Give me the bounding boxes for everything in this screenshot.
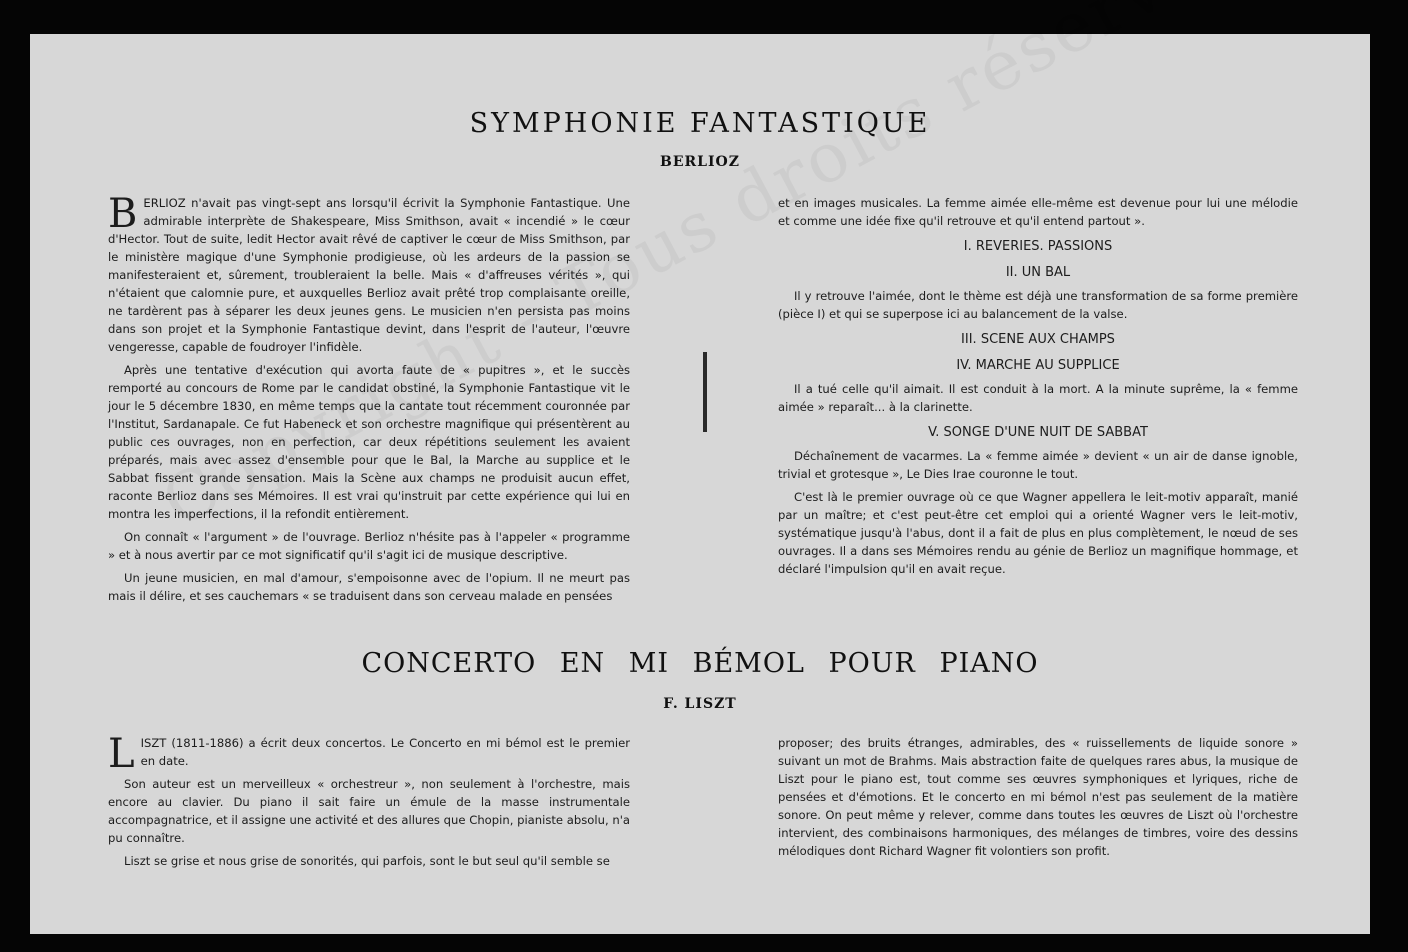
symphonie-paragraph-1 (108, 191, 630, 356)
symphonie-paragraph-4: Un jeune musicien, en mal d'amour, s'empoisonne avec de l'opium. Il ne meurt pas mais il délire, et ses cauchemars « se traduisent dans son cerveau malade en pensées (108, 571, 630, 603)
symphonie-paragraph-3: On connaît « l'argument » de l'ouvrage. Berlioz n'hésite pas à l'appeler « programme » et à nous avertir par ce mot significatif qu'il s'agit ici de musique descriptive. (108, 530, 630, 562)
symphonie-title: SYMPHONIE FANTASTIQUE (469, 108, 931, 139)
movement-heading-1: I. REVERIES. PASSIONS (963, 239, 1113, 254)
movement-heading-2: II. UN BAL (1005, 265, 1071, 280)
concerto-paragraph-3: Liszt se grise et nous grise de sonorités, qui parfois, sont le but seul qu'il semble se (124, 854, 610, 868)
symphonie-right-column (778, 194, 1298, 583)
concerto-right-column (778, 734, 1298, 865)
symphonie-paragraph-5: et en images musicales. La femme aimée elle-même est devenue pour lui une mélodie et comme une idée fixe qu'il retrouve et qu'il entend partout ». (778, 196, 1298, 228)
movement-heading-5: V. SONGE D'UNE NUIT DE SABBAT (928, 425, 1148, 440)
movement-2-text: Il y retrouve l'aimée, dont le thème est déjà une transformation de sa forme première (pièce I) et qui se superpose ici au balancement de la valse. (778, 289, 1298, 321)
concerto-author: F. LISZT (663, 696, 737, 712)
symphonie-left-column (108, 191, 630, 610)
concerto-paragraph-1 (108, 731, 630, 777)
symphonie-paragraph-2: Après une tentative d'exécution qui avorta faute de « pupitres », et le succès remporté au concours de Rome par le candidat obstiné, la Symphonie Fantastique vit le jour le 5 décembre 1830, en même temps que la cantate tout récemment couronnée par l'Institut, Sardanapale. Ce fut Habeneck et son orchestre magnifique qui présentèrent au public ces ouvrages, non en perfection, car deux répétitions seulement les avaient préparés, mais avec assez d'ensemble pour que le Bal, la Marche au supplice et le Sabbat fissent grande sensation. Mais la Scène aux champs ne produisit aucun effet, raconte Berlioz dans ses Mémoires. Il est vrai qu'instruit par cette expérience qui lui en montra les imperfections, il la refondit entièrement. (108, 363, 630, 521)
movement-heading-3: III. SCENE AUX CHAMPS (961, 332, 1115, 347)
concerto-left-column (108, 731, 630, 875)
center-fold-staple (703, 352, 707, 432)
movement-4-text: Il a tué celle qu'il aimait. Il est conduit à la mort. A la minute suprême, la « femme aimée » reparaît... à la clarinette. (778, 382, 1298, 414)
program-spread (30, 34, 1370, 934)
drop-cap: L (108, 731, 135, 777)
leitmotiv-paragraph: C'est là le premier ouvrage où ce que Wagner appellera le leit-motiv apparaît, manié par un maître; et c'est peut-être cet emploi qui a orienté Wagner vers le leit-motiv, systématique jusqu'à l'abus, dont il a fait de plus en plus complètement, le nœud de ses ouvrages. Il a dans ses Mémoires rendu au génie de Berlioz un magnifique hommage, et déclaré l'impulsion qu'il en avait reçue. (778, 490, 1298, 576)
concerto-paragraph-2: Son auteur est un merveilleux « orchestreur », non seulement à l'orchestre, mais encore au clavier. Du piano il sait faire un émule de la masse instrumentale accompagnatrice, et il assigne une activité et des allures que Chopin, pianiste absolu, n'a pu connaître. (108, 777, 630, 845)
drop-cap: B (108, 191, 138, 237)
concerto-paragraph-4: proposer; des bruits étranges, admirables, des « ruissellements de liquide sonore » suivant un mot de Brahms. Mais abstraction faite de quelques rares abus, la musique de Liszt pour le piano est, tout comme ses œuvres symphoniques et lyriques, riche de pensées et d'émotions. Et le concerto en mi bémol n'est pas seulement de la matière sonore. On peut même y relever, comme dans toutes les œuvres de Liszt où l'orchestre intervient, des combinaisons harmoniques, des mélanges de timbres, voire des dessins mélodiques dont Richard Wagner fit volontiers son profit. (778, 736, 1298, 858)
movement-heading-4: IV. MARCHE AU SUPPLICE (956, 358, 1120, 373)
movement-5-text: Déchaînement de vacarmes. La « femme aimée » devient « un air de danse ignoble, trivial et grotesque », Le Dies Irae couronne le tout. (778, 449, 1298, 481)
paragraph-text: ERLIOZ n'avait pas vingt-sept ans lorsqu'il écrivit la Symphonie Fantastique. Une admirable interprète de Shakespeare, Miss Smithson, avait « incendié » le cœur d'Hector. Tout de suite, ledit Hector avait rêvé de captiver le cœur de Miss Smithson, par le ministère magique d'une Symphonie prodigieuse, où les ardeurs de la passion se manifesteraient et, sûrement, troubleraient la belle. Mais « d'affreuses vérités », qui n'étaient que calomnie pure, et auxquelles Berlioz avait prêté trop complaisante oreille, ne tardèrent pas à séparer les deux jeunes gens. Le musicien n'en persista pas moins dans son projet et la Symphonie Fantastique devint, dans l'esprit de l'auteur, l'œuvre vengeresse, capable de foudroyer l'infidèle. (108, 196, 630, 354)
paragraph-text: ISZT (1811-1886) a écrit deux concertos. Le Concerto en mi bémol est le premier en date. (140, 736, 630, 768)
concerto-title: CONCERTO EN MI BÉMOL POUR PIANO (361, 648, 1039, 679)
symphonie-author: BERLIOZ (660, 154, 740, 170)
